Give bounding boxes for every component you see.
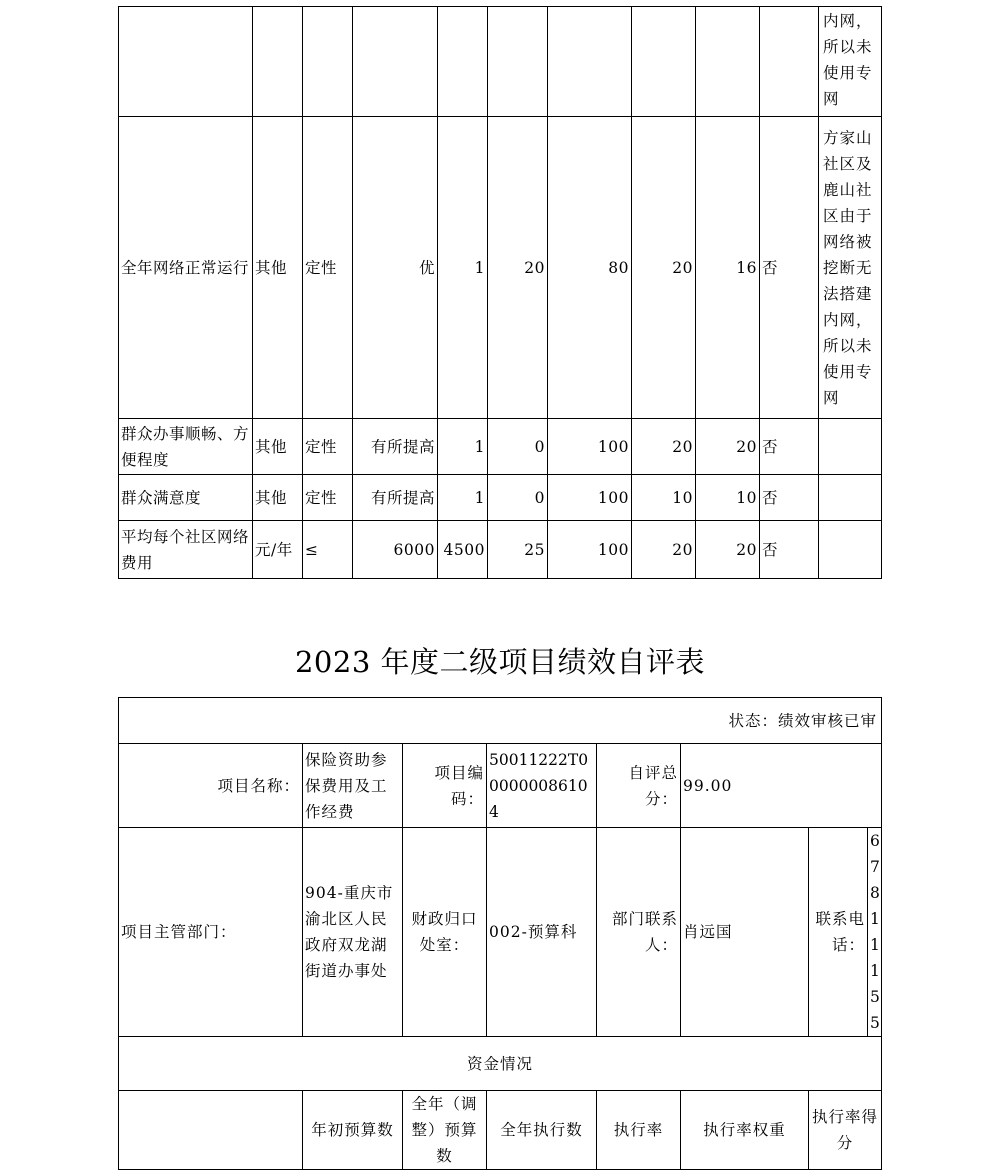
score-cell: 20: [696, 419, 760, 475]
phone-value: 67811155: [868, 828, 882, 1037]
finance-value: 002-预算科: [487, 828, 597, 1037]
category-cell: 其他: [253, 419, 303, 475]
target-cell: 优: [353, 117, 438, 419]
project-info-row: [119, 744, 882, 828]
project-name-label: 项目名称：: [119, 744, 303, 828]
funds-header: 资金情况: [119, 1037, 882, 1091]
score-weight-cell: 10: [632, 475, 696, 521]
col-adjusted-budget: 全年（调整）预算数: [403, 1091, 487, 1170]
actual-cell: 1: [438, 419, 488, 475]
dept-label: 项目主管部门：: [119, 828, 303, 1037]
remark-cell: [819, 475, 882, 521]
remark-cell: [819, 521, 882, 579]
category-cell: 其他: [253, 475, 303, 521]
category-cell: 其他: [253, 117, 303, 419]
dept-value: 904-重庆市渝北区人民政府双龙湖街道办事处: [303, 828, 403, 1037]
indicator-cell: 平均每个社区网络费用: [119, 521, 253, 579]
score-weight-cell: 20: [632, 419, 696, 475]
col-executed: 全年执行数: [487, 1091, 597, 1170]
indicator-cell: 群众满意度: [119, 475, 253, 521]
flag-cell: 否: [760, 475, 819, 521]
self-score-label: 自评总分：: [597, 744, 681, 828]
weight-cell: 25: [488, 521, 548, 579]
score-cell: 20: [696, 521, 760, 579]
flag-cell: 否: [760, 521, 819, 579]
remark-cell: 内网，所以未使用专网: [819, 7, 882, 117]
finance-label: 财政归口处室：: [403, 828, 487, 1037]
score-cell: 16: [696, 117, 760, 419]
funds-header-row: [119, 1037, 882, 1091]
self-score-value: 99.00: [681, 744, 882, 828]
contact-value: 肖远国: [681, 828, 809, 1037]
col-initial-budget: 年初预算数: [303, 1091, 403, 1170]
col-exec-rate: 执行率: [597, 1091, 681, 1170]
target-cell: 6000: [353, 521, 438, 579]
table-row: [119, 117, 882, 419]
remark-cell: 方家山社区及鹿山社区由于网络被挖断无法搭建内网，所以未使用专网: [819, 117, 882, 419]
weight-cell: 0: [488, 419, 548, 475]
nature-cell: 定性: [303, 475, 353, 521]
flag-cell: 否: [760, 117, 819, 419]
indicator-cell: 全年网络正常运行: [119, 117, 253, 419]
status-text: 状态：绩效审核已审: [119, 698, 882, 744]
completion-cell: 100: [548, 521, 632, 579]
completion-cell: 80: [548, 117, 632, 419]
table-row: [119, 7, 882, 117]
actual-cell: 1: [438, 475, 488, 521]
indicator-cell: 群众办事顺畅、方便程度: [119, 419, 253, 475]
funds-columns-row: [119, 1091, 882, 1170]
indicator-table: [118, 6, 882, 579]
nature-cell: 定性: [303, 117, 353, 419]
completion-cell: 100: [548, 475, 632, 521]
weight-cell: 20: [488, 117, 548, 419]
status-row: [119, 698, 882, 744]
remark-cell: [819, 419, 882, 475]
actual-cell: 4500: [438, 521, 488, 579]
nature-cell: 定性: [303, 419, 353, 475]
phone-label: 联系电话：: [809, 828, 868, 1037]
contact-label: 部门联系人：: [597, 828, 681, 1037]
department-row: [119, 828, 882, 1037]
project-code-label: 项目编码：: [403, 744, 487, 828]
project-code-value: 50011222T000000086104: [487, 744, 597, 828]
table-row: [119, 419, 882, 475]
nature-cell: ≤: [303, 521, 353, 579]
score-cell: 10: [696, 475, 760, 521]
target-cell: 有所提高: [353, 475, 438, 521]
page-title: 2023 年度二级项目绩效自评表: [294, 645, 706, 679]
category-cell: 元/年: [253, 521, 303, 579]
score-weight-cell: 20: [632, 521, 696, 579]
completion-cell: 100: [548, 419, 632, 475]
col-exec-score: 执行率得分: [809, 1091, 882, 1170]
target-cell: 有所提高: [353, 419, 438, 475]
weight-cell: 0: [488, 475, 548, 521]
table-row: [119, 475, 882, 521]
self-evaluation-form: [118, 697, 882, 1170]
col-exec-weight: 执行率权重: [681, 1091, 809, 1170]
flag-cell: 否: [760, 419, 819, 475]
score-weight-cell: 20: [632, 117, 696, 419]
actual-cell: 1: [438, 117, 488, 419]
table-row: [119, 521, 882, 579]
project-name-value: 保险资助参保费用及工作经费: [303, 744, 403, 828]
